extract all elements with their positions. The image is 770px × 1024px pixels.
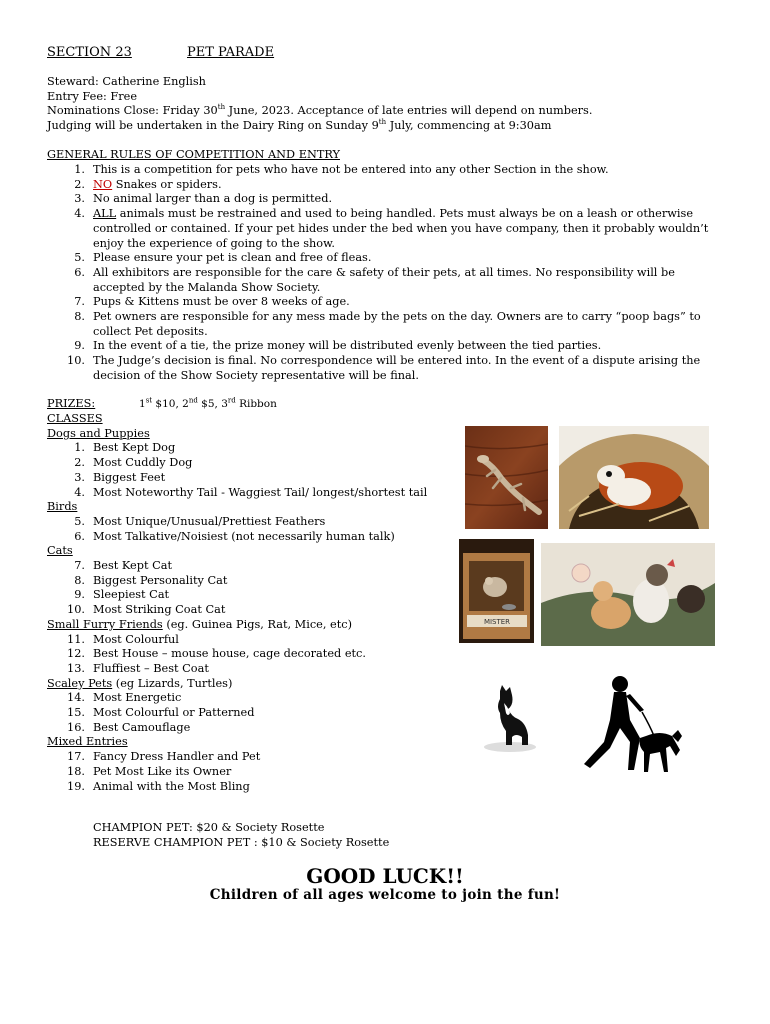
champion-line: CHAMPION PET: $20 & Society Rosette [93,821,325,834]
prizes-line [47,396,277,412]
section-title: PET PARADE [187,45,275,60]
class-item: 6. Most Talkative/Noisiest (not necessarily human talk) [74,529,395,543]
class-item: 7. Best Kept Cat [74,559,173,573]
classes-section [47,412,467,794]
rule-text: ALL animals must be restrained and used to being handled. Pets must always be on a leash or otherwise controlled or contained. If your pet hides under the bed when you have company, then it probably wouldn’t enjoy the experience of going to the show. [93,207,709,250]
reserve-champion-line: RESERVE CHAMPION PET : $10 & Society Rosette [93,835,390,849]
rule-item [47,178,727,193]
class-item: 18. Pet Most Like its Owner [67,764,232,778]
rule-text: The Judge’s decision is final. No correspondence will be entered into. In the event of a dispute arising the decision of the Show Society representative will be final. [93,354,701,382]
rules-list [47,163,727,384]
walker-silhouette [580,674,684,778]
class-group-heading: Dogs and Puppies [47,426,150,440]
rule-text: All exhibitors are responsible for the care & safety of their pets, at all times. No responsibility will be accepted by the Malanda Show Society. [93,265,675,294]
rule-item [47,295,727,310]
class-item: 17. Fancy Dress Handler and Pet [67,750,261,764]
rule-number: 10. [67,354,85,368]
rule-number: 3. [74,192,85,206]
rule-item [47,251,727,266]
fee-line: Entry Fee: Free [47,89,138,103]
prizes-label: PRIZES: [47,397,96,410]
rule-emphasis: NO [93,177,113,191]
judging-line: Judging will be undertaken in the Dairy Ring on Sunday 9th July, commencing at 9:30am [47,118,552,133]
section-number: SECTION 23 [47,45,132,60]
class-list [47,559,467,618]
rule-number: 9. [74,339,85,353]
rule-text: Pet owners are responsible for any mess made by the pets on the day. Owners are to carry “poop bags” to collect Pet deposits. [93,310,701,338]
rule-item [47,163,727,178]
good-luck-heading: GOOD LUCK!! [306,864,464,888]
children-welcome: Children of all ages welcome to join the fun! [209,887,561,903]
class-list [47,441,467,500]
mouse-house-photo [459,539,534,643]
rule-number: 4. [74,207,85,221]
class-item: 1. Best Kept Dog [74,441,176,455]
section-heading [47,45,275,60]
rule-text: In the event of a tie, the prize money will be distributed evenly between the tied parties. [93,339,602,353]
rule-item [47,310,727,339]
class-item: 14. Most Energetic [67,691,182,705]
champion-prizes [93,821,389,850]
class-item: 10. Most Striking Coat Cat [67,603,226,617]
kittens-photo [541,543,715,646]
class-item: 11. Most Colourful [67,632,179,646]
class-list [47,633,467,677]
nominations-line: Nominations Close: Friday 30th June, 2023. Acceptance of late entries will depend on numbers. [47,103,593,118]
guinea-pig-photo [559,426,709,529]
rule-number: 2. [74,177,85,191]
rules-heading: GENERAL RULES OF COMPETITION AND ENTRY [47,148,340,161]
class-item: 5. Most Unique/Unusual/Prettiest Feathers [74,514,326,528]
class-item: 12. Best House – mouse house, cage decorated etc. [67,647,366,661]
rule-number: 1. [74,163,85,176]
rule-text: This is a competition for pets who have not be entered into any other Section in the show. [93,163,609,176]
rule-number: 5. [74,251,85,265]
class-item: 8. Biggest Personality Cat [74,573,228,587]
rule-text: No animal larger than a dog is permitted. [93,192,333,206]
class-group-heading: Mixed Entries [47,735,128,749]
class-list [47,750,467,794]
class-list [47,515,467,544]
class-item: 19. Animal with the Most Bling [67,779,250,793]
class-group-heading: Cats [47,544,73,558]
class-item: 4. Most Noteworthy Tail - Waggiest Tail/ longest/shortest tail [74,485,428,499]
rule-text: Please ensure your pet is clean and free of fleas. [93,251,372,265]
class-item: 9. Sleepiest Cat [74,588,170,602]
class-item: 13. Fluffiest – Best Coat [67,661,209,675]
classes-heading: CLASSES [47,412,103,425]
class-item: 15. Most Colourful or Patterned [67,706,255,720]
rule-text: NO Snakes or spiders. [93,177,222,191]
steward-line: Steward: Catherine English [47,75,206,88]
rule-text: Pups & Kittens must be over 8 weeks of age. [93,295,350,309]
rule-emphasis: ALL [93,207,117,221]
mouse-house-sign: MISTER [483,618,511,626]
rule-item [47,192,727,207]
class-group-heading: Birds [47,500,78,514]
rule-number: 6. [74,265,85,279]
entry-info [47,75,747,134]
class-item: 2. Most Cuddly Dog [74,456,193,470]
class-item: 3. Biggest Feet [74,470,166,484]
rule-number: 7. [74,295,85,309]
rule-item [47,339,727,354]
dog-silhouette [478,683,540,753]
rule-item [47,266,727,295]
class-group-heading: Small Furry Friends (eg. Guinea Pigs, Rat, Mice, etc) [47,617,353,631]
rule-number: 8. [74,310,85,324]
class-item: 16. Best Camouflage [67,720,191,734]
prizes-values: 1st $10, 2nd $5, 3rd Ribbon [139,396,277,410]
class-group-heading: Scaley Pets (eg Lizards, Turtles) [47,676,233,690]
lizard-photo [465,426,548,529]
class-list [47,691,467,735]
rule-item [47,354,727,383]
rule-item [47,207,727,251]
